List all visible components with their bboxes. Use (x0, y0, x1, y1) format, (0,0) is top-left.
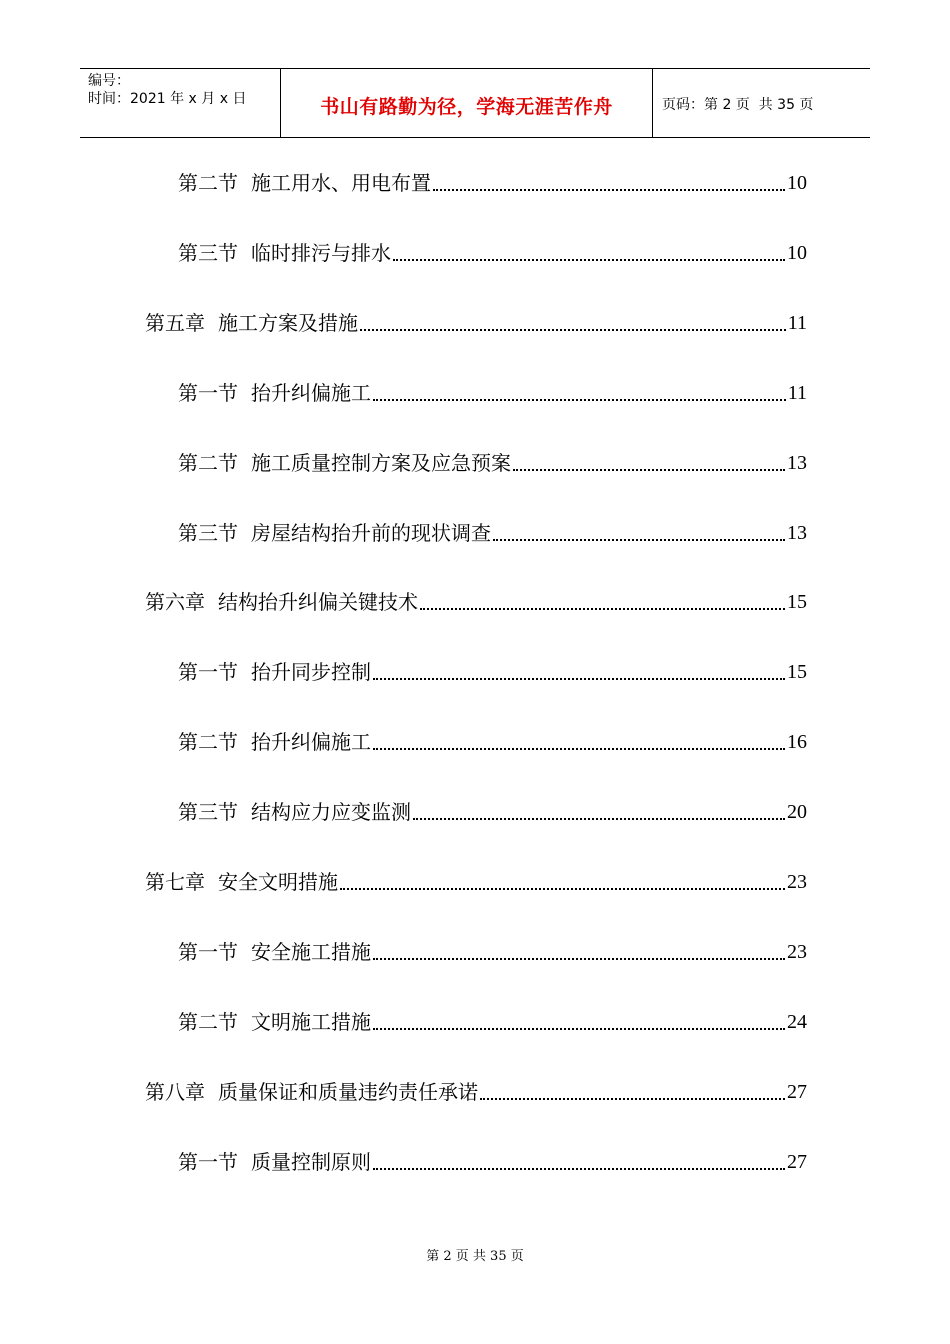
toc-entry-page-number: 15 (787, 591, 807, 613)
toc-entry-title: 质量保证和质量违约责任承诺 (218, 1080, 478, 1104)
toc-dot-leader (413, 797, 785, 827)
toc-dot-leader (373, 657, 785, 687)
toc-dot-leader (373, 378, 786, 408)
toc-entry-title: 安全施工措施 (251, 940, 371, 964)
toc-entry-title: 抬升同步控制 (251, 660, 371, 684)
toc-entry-title: 房屋结构抬升前的现状调查 (251, 521, 491, 545)
toc-entry-title: 结构抬升纠偏关键技术 (218, 590, 418, 614)
toc-entry-number: 第六章 (145, 590, 205, 614)
toc-entry-title: 施工方案及措施 (218, 311, 358, 335)
toc-section-entry[interactable] (178, 1147, 807, 1177)
toc-entry-number: 第一节 (178, 381, 238, 405)
toc-entry-title: 施工质量控制方案及应急预案 (251, 451, 511, 475)
toc-entry-number: 第七章 (145, 870, 205, 894)
document-number-label: 编号： (88, 73, 130, 89)
toc-entry-page-number: 16 (787, 731, 807, 753)
toc-entry-title: 施工用水、用电布置 (251, 171, 431, 195)
toc-section-entry[interactable] (178, 1007, 807, 1037)
toc-dot-leader (360, 308, 786, 338)
toc-entry-number: 第三节 (178, 521, 238, 545)
toc-dot-leader (420, 587, 785, 617)
toc-chapter-entry[interactable] (145, 867, 807, 897)
toc-dot-leader (373, 1147, 785, 1177)
toc-entry-page-number: 15 (787, 661, 807, 683)
toc-section-entry[interactable] (178, 238, 807, 268)
toc-entry-title: 抬升纠偏施工 (251, 730, 371, 754)
toc-section-entry[interactable] (178, 168, 807, 198)
toc-entry-title: 安全文明措施 (218, 870, 338, 894)
toc-entry-page-number: 10 (787, 242, 807, 264)
toc-entry-number: 第一节 (178, 1150, 238, 1174)
header-motto: 书山有路勤为径，学海无涯苦作舟 (281, 69, 653, 137)
toc-section-entry[interactable] (178, 727, 807, 757)
toc-dot-leader (480, 1077, 785, 1107)
toc-dot-leader (373, 727, 785, 757)
toc-chapter-entry[interactable] (145, 308, 807, 338)
toc-entry-number: 第二节 (178, 730, 238, 754)
toc-entry-page-number: 11 (787, 312, 807, 334)
toc-entry-number: 第二节 (178, 451, 238, 475)
toc-section-entry[interactable] (178, 657, 807, 687)
toc-entry-number: 第三节 (178, 241, 238, 265)
toc-entry-title: 抬升纠偏施工 (251, 381, 371, 405)
toc-entry-page-number: 11 (787, 382, 807, 404)
toc-section-entry[interactable] (178, 518, 807, 548)
header-page-info-text: 页码：第 2 页 共 35 页 (662, 97, 814, 113)
toc-entry-page-number: 27 (787, 1081, 807, 1103)
toc-dot-leader (513, 448, 785, 478)
toc-dot-leader (373, 1007, 785, 1037)
toc-entry-title: 结构应力应变监测 (251, 800, 411, 824)
toc-entry-number: 第一节 (178, 940, 238, 964)
toc-dot-leader (493, 518, 785, 548)
toc-entry-number: 第八章 (145, 1080, 205, 1104)
toc-dot-leader (393, 238, 785, 268)
toc-section-entry[interactable] (178, 937, 807, 967)
document-time-label: 时间：2021 年 x 月 x 日 (88, 91, 247, 107)
toc-entry-page-number: 23 (787, 941, 807, 963)
toc-entry-number: 第二节 (178, 1010, 238, 1034)
toc-chapter-entry[interactable] (145, 1077, 807, 1107)
header-meta (80, 69, 281, 137)
toc-dot-leader (373, 937, 785, 967)
toc-entry-page-number: 27 (787, 1151, 807, 1173)
toc-chapter-entry[interactable] (145, 587, 807, 617)
toc-entry-page-number: 20 (787, 801, 807, 823)
toc-section-entry[interactable] (178, 448, 807, 478)
toc-entry-number: 第五章 (145, 311, 205, 335)
toc-entry-number: 第一节 (178, 660, 238, 684)
toc-entry-page-number: 13 (787, 522, 807, 544)
toc-entry-title: 质量控制原则 (251, 1150, 371, 1174)
toc-section-entry[interactable] (178, 797, 807, 827)
toc-entry-title: 文明施工措施 (251, 1010, 371, 1034)
toc-entry-page-number: 23 (787, 871, 807, 893)
page-header (80, 68, 870, 138)
toc-dot-leader (340, 867, 785, 897)
toc-section-entry[interactable] (178, 378, 807, 408)
toc-entry-page-number: 24 (787, 1011, 807, 1033)
page-footer: 第 2 页 共 35 页 (426, 1249, 524, 1264)
toc-dot-leader (433, 168, 785, 198)
toc-entry-page-number: 13 (787, 452, 807, 474)
toc-entry-number: 第二节 (178, 171, 238, 195)
header-page-info (653, 69, 870, 137)
toc-entry-page-number: 10 (787, 172, 807, 194)
toc-entry-number: 第三节 (178, 800, 238, 824)
toc-entry-title: 临时排污与排水 (251, 241, 391, 265)
